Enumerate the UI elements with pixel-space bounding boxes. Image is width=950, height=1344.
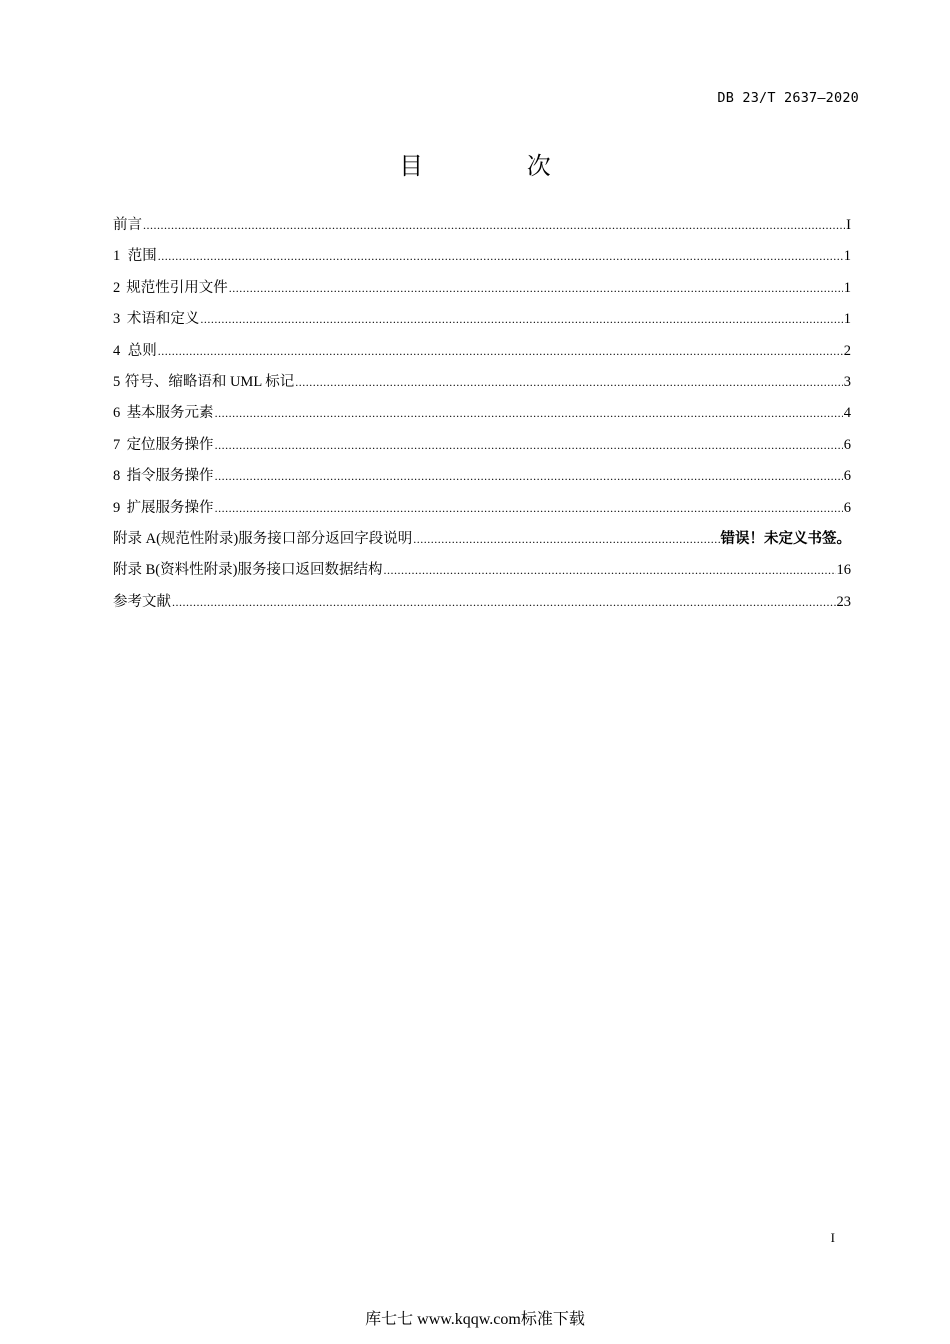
toc-leader-dots	[143, 213, 845, 237]
toc-leader-dots	[215, 464, 843, 488]
toc-entry-label: 规范性引用文件	[126, 279, 228, 296]
toc-entry-number: 3	[113, 311, 121, 328]
page-title: 目 次	[399, 152, 599, 180]
toc-entry-label: 范围	[127, 248, 157, 265]
toc-entry-9[interactable]	[113, 496, 851, 527]
toc-entry-number: 1	[113, 248, 121, 265]
toc-entry-8[interactable]	[113, 464, 851, 495]
toc-entry-label: 附录 B(资料性附录)服务接口返回数据结构	[113, 562, 383, 579]
standard-code: DB 23/T 2637—2020	[717, 90, 859, 106]
toc-entry-label: 基本服务元素	[126, 405, 214, 422]
toc-leader-dots	[215, 433, 843, 457]
toc-entry-label: 附录 A(规范性附录)服务接口部分返回字段说明	[113, 530, 413, 547]
toc-entry-label: 定位服务操作	[126, 436, 214, 453]
toc-entry-page: 1	[843, 311, 851, 328]
toc-entry-5[interactable]	[113, 370, 851, 401]
toc-entry-page: 16	[836, 562, 851, 579]
toc-entry-label: 总则	[127, 342, 157, 359]
toc-leader-dots	[215, 401, 843, 425]
toc-leader-dots	[413, 527, 719, 551]
toc-leader-dots	[215, 496, 843, 520]
toc-leader-dots	[172, 590, 836, 614]
toc-entry-page: 6	[843, 436, 851, 453]
toc-entry-page: 1	[843, 248, 851, 265]
toc-leader-dots	[200, 307, 842, 331]
toc-entry-foreword[interactable]	[113, 213, 851, 244]
toc-entry-page: 23	[836, 593, 851, 610]
toc-entry-label: 符号、缩略语和 UML 标记	[124, 373, 295, 390]
toc-entry-page: 1	[843, 279, 851, 296]
toc-entry-number: 8	[113, 468, 121, 485]
toc-entry-label: 参考文献	[113, 593, 171, 610]
toc-entry-label: 扩展服务操作	[126, 499, 214, 516]
page-number: I	[830, 1230, 835, 1245]
toc-entry-7[interactable]	[113, 433, 851, 464]
toc-entry-page-error: 错误！未定义书签。	[720, 530, 851, 547]
toc-entry-6[interactable]	[113, 401, 851, 432]
toc-entry-4[interactable]	[113, 339, 851, 370]
table-of-contents	[113, 213, 851, 621]
toc-leader-dots	[383, 558, 835, 582]
toc-entry-appendix-b[interactable]	[113, 558, 851, 589]
toc-entry-number: 7	[113, 436, 121, 453]
toc-leader-dots	[295, 370, 842, 394]
toc-entry-number: 6	[113, 405, 121, 422]
toc-entry-number: 4	[113, 342, 121, 359]
toc-leader-dots	[158, 244, 843, 268]
toc-entry-page: 6	[843, 468, 851, 485]
watermark-text: 库七七 www.kqqw.com标准下载	[365, 1311, 585, 1328]
toc-entry-label: 前言	[113, 217, 142, 233]
toc-entry-references[interactable]	[113, 590, 851, 621]
toc-entry-page: 3	[843, 373, 851, 390]
toc-leader-dots	[229, 276, 843, 300]
toc-entry-label: 术语和定义	[126, 311, 200, 328]
toc-entry-3[interactable]	[113, 307, 851, 338]
toc-leader-dots	[158, 339, 843, 363]
toc-entry-1[interactable]	[113, 244, 851, 275]
toc-entry-appendix-a[interactable]	[113, 527, 851, 558]
toc-entry-page: 6	[843, 499, 851, 516]
toc-entry-number: 9	[113, 499, 121, 516]
toc-entry-page: I	[846, 217, 851, 233]
toc-entry-label: 指令服务操作	[126, 468, 214, 485]
toc-entry-page: 4	[843, 405, 851, 422]
toc-entry-number: 2	[113, 279, 121, 296]
toc-entry-page: 2	[843, 342, 851, 359]
toc-entry-2[interactable]	[113, 276, 851, 307]
toc-entry-number: 5	[113, 373, 121, 390]
